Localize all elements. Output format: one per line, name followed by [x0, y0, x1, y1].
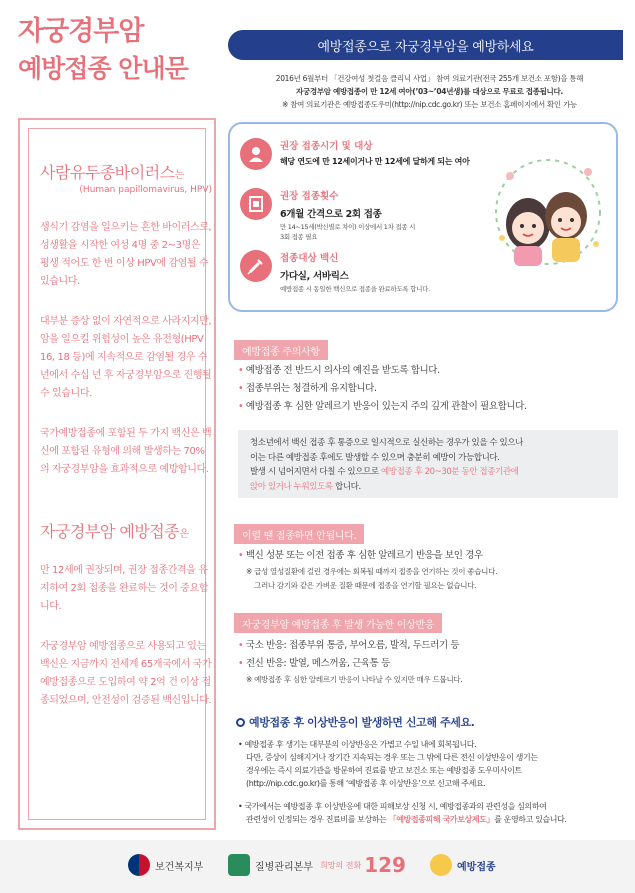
- logo-kcdc: 질병관리본부: [228, 850, 313, 880]
- calendar-icon: [240, 188, 272, 220]
- header-banner: 예방접종으로 자궁경부암을 예방하세요: [228, 30, 623, 60]
- intro-line-1: 2016년 6월부터 「건강여성 첫걸음 클리닉 사업」 참여 의료기관(전국 255개 보건소 포함)을 통해: [275, 74, 584, 83]
- count-body: 6개월 간격으로 2회 접종: [280, 209, 382, 220]
- intro-line-2: 자궁경부암 예방접종이 만 12세 여아(’03~’04년생)를 대상으로 무료로 접종됩니다.: [296, 87, 563, 96]
- report-heading: 예방접종 후 이상반응이 발생하면 신고해 주세요.: [236, 714, 474, 730]
- hpv-paragraph-2: 대부분 증상 없이 자연적으로 사라지지만, 암을 일으킬 위험성이 높은 유전형(HPV 16, 18 등)에 지속적으로 감염될 경우 수년에서 수십 년 후 자궁경부암으로 진행될 수 있습니다.: [40, 316, 212, 399]
- hpv-heading: [40, 160, 212, 183]
- count-sub-2: 3회 접종 필요: [280, 233, 318, 241]
- report-line-6: 관련성이 인정되는 경우 진료비를 보상하는 「예방접종피해 국가보상제도」를 운영하고 있습니다.: [246, 815, 567, 824]
- hpv-paragraph-3: 국가예방접종에 포함된 두 가지 백신은 백신에 포함된 유형에 의해 발생하는 70%의 자궁경부암을 효과적으로 예방합니다.: [40, 428, 212, 475]
- hpv-paragraph-1: 생식기 감염을 일으키는 흔한 바이러스로, 성생활을 시작한 여성 4명 중 2~3명은 평생 적어도 한 번 이상 HPV에 감염될 수 있습니다.: [40, 222, 212, 287]
- tree-icon: [430, 854, 452, 876]
- vaccine-body: 가다실, 서바릭스: [280, 271, 349, 282]
- taegeuk-icon: [128, 854, 150, 876]
- adverse-tag: 자궁경부암 예방접종 후 발생 가능한 이상반응: [234, 613, 442, 633]
- caution-tag: 예방접종 주의사항: [234, 340, 328, 360]
- fainting-line-2: 이는 다른 예방접종 후에도 발생할 수 있으며 충분히 예방이 가능합니다.: [250, 452, 500, 463]
- adverse-item-1: • 국소 반응: 접종부위 통증, 부어오름, 발적, 두드러기 등: [238, 640, 460, 651]
- kcdc-icon: [228, 854, 250, 876]
- hpv-english: (Human papillomavirus, HPV): [79, 185, 212, 195]
- vaccination-paragraph-2: 자궁경부암 예방접종으로 사용되고 있는 백신은 지금까지 전세계 65개국에서 국가예방접종으로 도입하여 약 2억 건 이상 접종되었으며, 안전성이 검증된 백신입니다.: [40, 641, 212, 706]
- girls-illustration: [488, 142, 608, 282]
- report-paragraph-2: [238, 800, 623, 826]
- vaccination-paragraph-1: 만 12세에 권장되며, 권장 접종간격을 유지하여 2회 접종을 완료하는 것이 중요합니다.: [40, 565, 209, 612]
- circle-bullet-icon: [236, 718, 245, 727]
- vaccine-sub: 예방접종 시 동일한 백신으로 접종을 완료하도록 합니다.: [280, 285, 430, 293]
- report-paragraph-1: [238, 738, 623, 790]
- vaccination-heading: [40, 519, 212, 542]
- logo-ministry: 보건복지부: [128, 850, 203, 880]
- timing-body: 해당 연도에 만 12세이거나 만 12세에 달하게 되는 여아: [280, 157, 470, 166]
- vaccination-heading-text: 자궁경부암 예방접종: [40, 522, 180, 541]
- adverse-item-2: • 전신 반응: 발열, 메스꺼움, 근육통 등: [238, 658, 390, 669]
- logo-129: 희망의 전화 129: [320, 853, 406, 877]
- syringe-icon: [240, 250, 272, 282]
- caution-item-2: • 접종부위는 청결하게 유지합니다.: [238, 383, 377, 394]
- hpv-heading-suffix: 는: [174, 170, 184, 181]
- report-line-3: 경우에는 즉시 의료기관을 방문하여 진료를 받고 보건소 또는 예방접종 도우미사이트: [246, 766, 522, 775]
- contraindication-note-2: 그러나 감기와 같은 가벼운 질환 때문에 접종을 연기할 필요는 없습니다.: [254, 581, 477, 590]
- vaccine-heading: 접종대상 백신: [280, 253, 339, 264]
- logo-vaccination: 예방접종: [430, 850, 496, 880]
- report-line-4: (http://nip.cdc.go.kr)를 통해 ‘예방접종 후 이상반응’으로 신고해 주세요.: [246, 779, 486, 788]
- title-line-2: 예방접종 안내문: [18, 54, 188, 83]
- count-sub-1: 만 14~15세(박신별로 차이) 이상에서 1차 접종 시: [280, 223, 416, 231]
- report-line-5: • 국가에서는 예방접종 후 이상반응에 대한 피해보상 신청 시, 예방접종과의 관련성을 심의하여: [238, 802, 547, 811]
- title-line-1: 자궁경부암: [18, 16, 144, 47]
- contraindication-tag: 이럴 땐 접종하면 안됩니다.: [234, 524, 364, 544]
- girl-icon: [240, 138, 272, 170]
- hpv-info-content: [40, 160, 212, 710]
- intro-line-3: ※ 참여 의료기관은 예방접종도우미(http://nip.cdc.go.kr) 또는 보건소 홈페이지에서 확인 가능: [282, 100, 577, 109]
- vaccination-heading-suffix: 은: [179, 529, 189, 540]
- contraindication-item-1: • 백신 성분 또는 이전 접종 후 심한 알레르기 반응을 보인 경우: [238, 550, 483, 561]
- report-line-1: • 예방접종 후 생기는 대부분의 이상반응은 가볍고 수일 내에 회복됩니다.: [238, 740, 477, 749]
- footer: [0, 840, 635, 893]
- hpv-info-box: [18, 118, 216, 830]
- caution-item-3: • 예방접종 후 심한 알레르기 반응이 있는지 주의 깊게 관찰이 필요합니다.: [238, 401, 527, 412]
- timing-heading: 권장 접종시기 및 대상: [280, 141, 373, 152]
- fainting-note-box: [238, 430, 618, 498]
- caution-item-1: • 예방접종 전 반드시 의사의 예진을 받도록 합니다.: [238, 365, 440, 376]
- fainting-line-4: 앉아 있거나 누워있도록 합니다.: [250, 481, 361, 492]
- caution-list: [238, 362, 623, 416]
- fainting-line-3: 발생 시 넘어지면서 다칠 수 있으므로 예방접종 후 20~30분 동안 접종기관에: [250, 467, 519, 477]
- intro-text: [232, 72, 627, 111]
- count-heading: 권장 접종횟수: [280, 191, 339, 202]
- contraindication-list: [238, 547, 623, 593]
- page-title: [18, 14, 218, 88]
- adverse-list: [238, 637, 623, 687]
- contraindication-note-1: ※ 급성 열성질환에 걸린 경우에는 회복될 때까지 접종을 연기하는 것이 좋습니다.: [246, 567, 498, 576]
- adverse-note-1: ※ 예방접종 후 심한 알레르기 반응이 나타날 수 있지만 매우 드뭅니다.: [246, 675, 463, 684]
- vaccination-info-box: [228, 122, 618, 312]
- hpv-heading-text: 사람유두종바이러스: [40, 163, 175, 182]
- report-line-2: 다만, 증상이 심해지거나 장기간 지속되는 경우 또는 그 밖에 다른 전신 이상반응이 생기는: [246, 753, 538, 762]
- fainting-line-1: 청소년에서 백신 접종 후 통증으로 일시적으로 실신하는 경우가 있을 수 있으나: [250, 438, 523, 448]
